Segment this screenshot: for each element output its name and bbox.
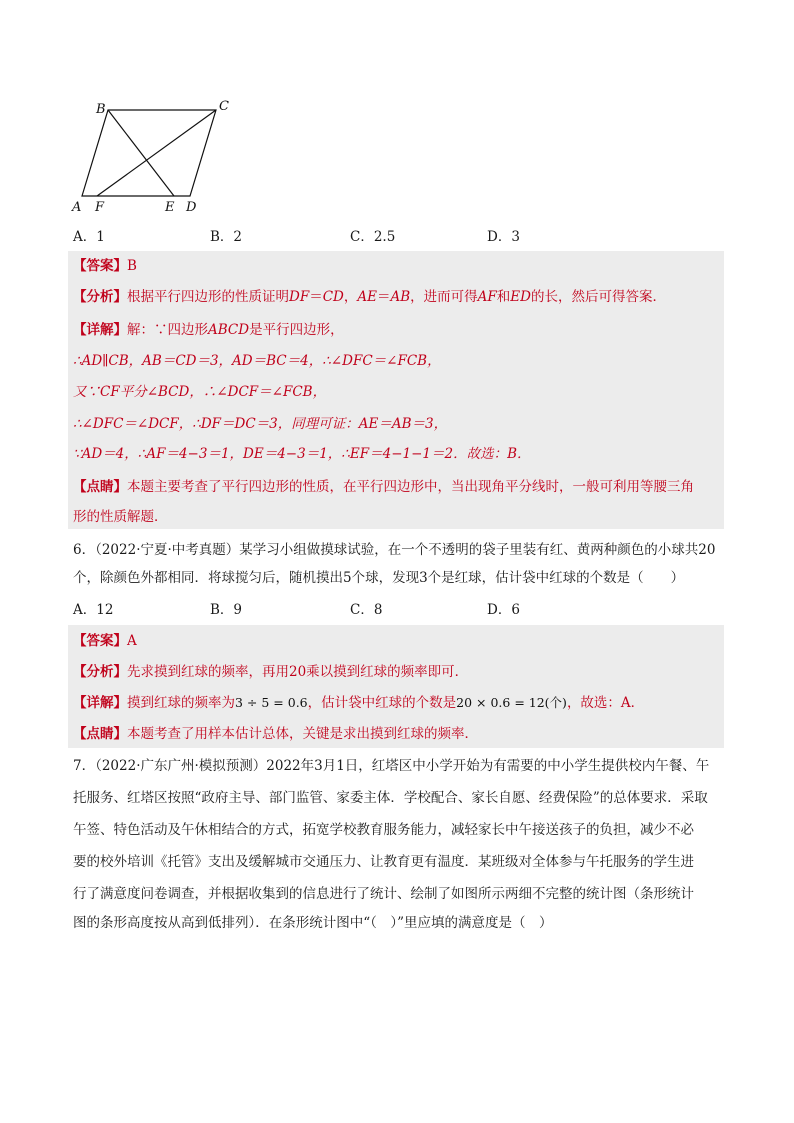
point-text: 本题考查了用样本估计总体，关键是求出摸到红球的频率．	[127, 726, 478, 742]
detail-text: 摸到红球的频率为	[127, 695, 235, 711]
label-C: C	[219, 99, 229, 114]
detail-tag: 【详解】	[73, 695, 127, 711]
analysis-tag: 【分析】	[73, 664, 127, 680]
q7-stem-line-5: 行了满意度问卷调查，并根据收集到的信息进行了统计、绘制了如图所示两细不完整的统计图（条形统计	[73, 886, 694, 902]
detail-formula: 20 × 0.6 = 12(个)	[456, 695, 567, 710]
q5-point-line-1	[73, 478, 694, 496]
analysis-tag: 【分析】	[73, 289, 127, 305]
parallelogram-figure	[70, 96, 240, 218]
point-tag: 【点睛】	[73, 479, 127, 495]
q6-detail	[73, 694, 644, 712]
q5-detail-line-4: ∴∠DFC＝∠DCF，∴DF＝DC＝3，同理可证：AE＝AB＝3，	[73, 416, 448, 432]
q5-option-c: C．2.5	[350, 229, 396, 245]
q6-stem-line-2: 个，除颜色外都相同．将球搅匀后，随机摸出5个球，发现3个是红球，估计袋中红球的个数是（ ）	[73, 570, 685, 586]
q6-stem-line-1: 6．（2022·宁夏·中考真题）某学习小组做摸球试验，在一个不透明的袋子里装有红、黄两种颜色的小球共20	[73, 542, 716, 558]
label-B: B	[96, 102, 106, 117]
q7-stem-line-2: 托服务、红塔区按照“政府主导、部门监管、家委主体．学校配合、家长自愿、经费保险”的总体要求．采取	[73, 790, 708, 806]
analysis-text: 根据平行四边形的性质证明	[127, 289, 289, 305]
label-D: D	[186, 200, 197, 215]
q5-detail-line-1	[73, 321, 344, 339]
detail-text: ，故选：A．	[566, 695, 645, 711]
q6-option-d: D．6	[487, 602, 520, 618]
detail-text: 是平行四边形，	[249, 322, 344, 338]
answer-value: B	[127, 258, 137, 274]
q5-analysis	[73, 288, 666, 306]
analysis-var: AF	[477, 289, 497, 305]
point-tag: 【点睛】	[73, 726, 127, 742]
answer-tag: 【答案】	[73, 633, 127, 649]
analysis-text: ，进而可得	[410, 289, 478, 305]
detail-var: ABCD	[208, 322, 250, 338]
q7-stem-line-1: 7．（2022·广东广州·模拟预测）2022年3月1日，红塔区中小学开始为有需要的中小学生提供校内午餐、午	[73, 758, 710, 774]
q7-stem-line-4: 要的校外培训《托管》支出及缓解城市交通压力、让教育更有温度．某班级对全体参与午托服务的学生进	[73, 854, 694, 870]
analysis-var: DF	[289, 289, 310, 305]
analysis-sep: ，	[343, 289, 358, 305]
analysis-eq: ＝	[309, 289, 323, 305]
detail-text: 解：∵四边形	[127, 322, 208, 338]
detail-tag: 【详解】	[73, 322, 127, 338]
detail-text: ，估计袋中红球的个数是	[307, 695, 457, 711]
detail-formula: 3 ÷ 5 = 0.6	[235, 695, 308, 710]
q5-answer	[73, 257, 137, 275]
q5-point-line-2: 形的性质解题．	[73, 509, 168, 525]
q5-detail-line-2: ∴AD∥CB，AB＝CD＝3，AD＝BC＝4，∴∠DFC＝∠FCB，	[73, 353, 441, 369]
analysis-var: AB	[390, 289, 411, 305]
q6-option-b: B．9	[210, 602, 243, 618]
q5-option-d: D．3	[487, 229, 520, 245]
analysis-var: CD	[322, 289, 344, 305]
answer-value: A	[127, 633, 137, 649]
analysis-text: 先求摸到红球的频率，再用20乘以摸到红球的频率即可．	[127, 664, 469, 680]
analysis-text: 和	[496, 289, 511, 305]
q7-stem-line-6: 图的条形高度按从高到低排列）．在条形统计图中“（ ）”里应填的满意度是（ ）	[73, 915, 553, 931]
analysis-text: 的长，然后可得答案．	[530, 289, 666, 305]
analysis-var: AE	[357, 289, 377, 305]
q7-stem-line-3: 午签、特色活动及午休相结合的方式，拓宽学校教育服务能力，减轻家长中午接送孩子的负担，减少不必	[73, 822, 694, 838]
q6-option-a: A．12	[73, 602, 114, 618]
q6-answer	[73, 632, 137, 650]
q6-point	[73, 725, 478, 743]
answer-tag: 【答案】	[73, 258, 127, 274]
q5-detail-line-5: ∵AD＝4，∴AF＝4−3＝1，DE＝4−3＝1，∴EF＝4−1−1＝2．故选：B．	[73, 446, 531, 462]
q5-option-a: A．1	[73, 229, 105, 245]
parallelogram-diagram	[70, 96, 240, 218]
label-F: F	[95, 200, 105, 215]
q6-analysis	[73, 663, 468, 681]
q5-option-b: B．2	[210, 229, 243, 245]
analysis-eq: ＝	[376, 289, 391, 305]
label-E: E	[165, 200, 175, 215]
q5-detail-line-3: 又∵CF平分∠BCD，∴∠DCF＝∠FCB，	[73, 384, 327, 400]
q6-option-c: C．8	[350, 602, 383, 618]
label-A: A	[72, 200, 82, 215]
point-text: 本题主要考查了平行四边形的性质，在平行四边形中，当出现角平分线时，一般可利用等腰三角	[127, 479, 694, 495]
analysis-var: ED	[510, 289, 531, 305]
